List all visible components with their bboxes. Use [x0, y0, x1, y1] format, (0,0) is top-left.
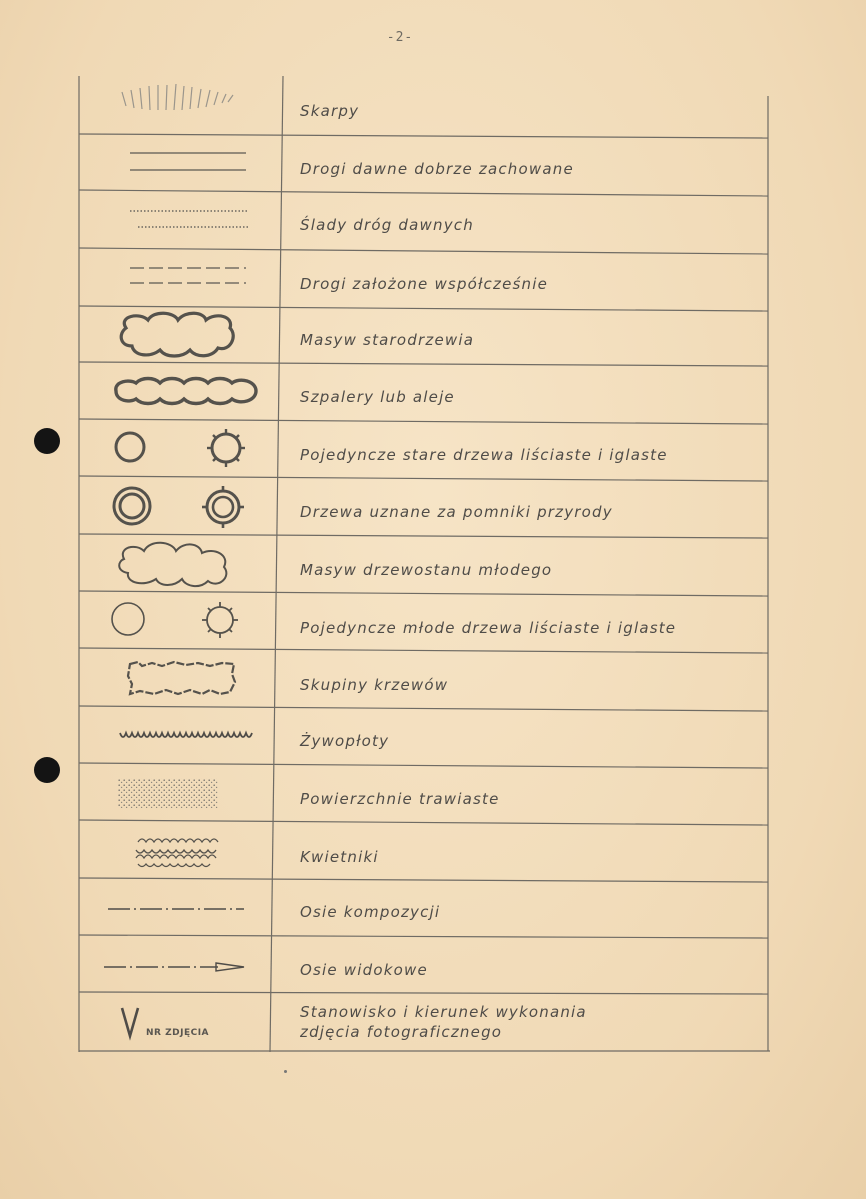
old-stand-outline-icon [78, 306, 278, 363]
legend-label: Pojedyncze stare drzewa liściaste i iglaste [300, 446, 668, 464]
young-tree-circles-icon [78, 592, 278, 650]
legend-label: Skupiny krzewów [300, 676, 449, 694]
legend-label: Żywopłoty [300, 732, 390, 750]
punch-hole-lower [34, 757, 60, 783]
legend-row [78, 936, 770, 994]
legend-label: Skarpy [300, 102, 360, 120]
legend-row [78, 248, 770, 306]
photo-number-caption: NR ZDJĘCIA [146, 1028, 210, 1038]
ink-speck [284, 1070, 287, 1073]
legend-row [78, 764, 770, 822]
shrub-group-icon [78, 650, 278, 707]
flowerbed-icon [78, 822, 278, 879]
avenue-chain-icon [78, 363, 278, 420]
legend-row [78, 994, 770, 1052]
legend-label: Drogi założone współcześnie [300, 275, 549, 293]
legend-row [78, 420, 770, 477]
legend-row [78, 592, 770, 650]
legend-label: Masyw drzewostanu młodego [300, 561, 553, 579]
legend-label: Drzewa uznane za pomniki przyrody [300, 503, 613, 521]
legend-label: Drogi dawne dobrze zachowane [300, 160, 574, 178]
legend-row [78, 879, 770, 936]
dash-dot-arrow-icon [78, 936, 278, 994]
legend-row [78, 363, 770, 420]
legend-label: Pojedyncze młode drzewa liściaste i iglaste [300, 619, 677, 637]
legend-row [78, 477, 770, 535]
double-dashed-line-icon [78, 248, 278, 306]
photo-v-icon [78, 994, 278, 1052]
legend-row [78, 535, 770, 592]
double-dotted-line-icon [78, 191, 278, 248]
dash-dot-line-icon [78, 879, 278, 936]
legend-label: Szpalery lub aleje [300, 388, 455, 406]
legend-label: Powierzchnie trawiaste [300, 790, 500, 808]
legend-row [78, 707, 770, 764]
legend-label-line1: Stanowisko i kierunek wykonania [300, 1003, 587, 1021]
legend-label: Osie kompozycji [300, 903, 441, 921]
escarpment-hatch-icon [78, 76, 278, 134]
legend-row [78, 650, 770, 707]
legend-label: Ślady dróg dawnych [300, 216, 474, 234]
page-number: -2- [386, 30, 414, 45]
legend-row [78, 134, 770, 191]
old-tree-circles-icon [78, 420, 278, 477]
grass-stipple-icon [78, 764, 278, 822]
legend-label: Masyw starodrzewia [300, 331, 475, 349]
legend-row [78, 306, 770, 363]
legend-label: Kwietniki [300, 848, 379, 866]
punch-hole-upper [34, 428, 60, 454]
legend-table [78, 76, 770, 1052]
legend-row [78, 822, 770, 879]
hedge-wave-icon [78, 707, 278, 764]
young-stand-outline-icon [78, 535, 278, 592]
legend-row [78, 76, 770, 134]
monument-tree-icon [78, 477, 278, 535]
legend-label: Osie widokowe [300, 961, 428, 979]
legend-row [78, 191, 770, 248]
double-solid-line-icon [78, 134, 278, 191]
legend-label-line2: zdjęcia fotograficznego [300, 1023, 503, 1041]
